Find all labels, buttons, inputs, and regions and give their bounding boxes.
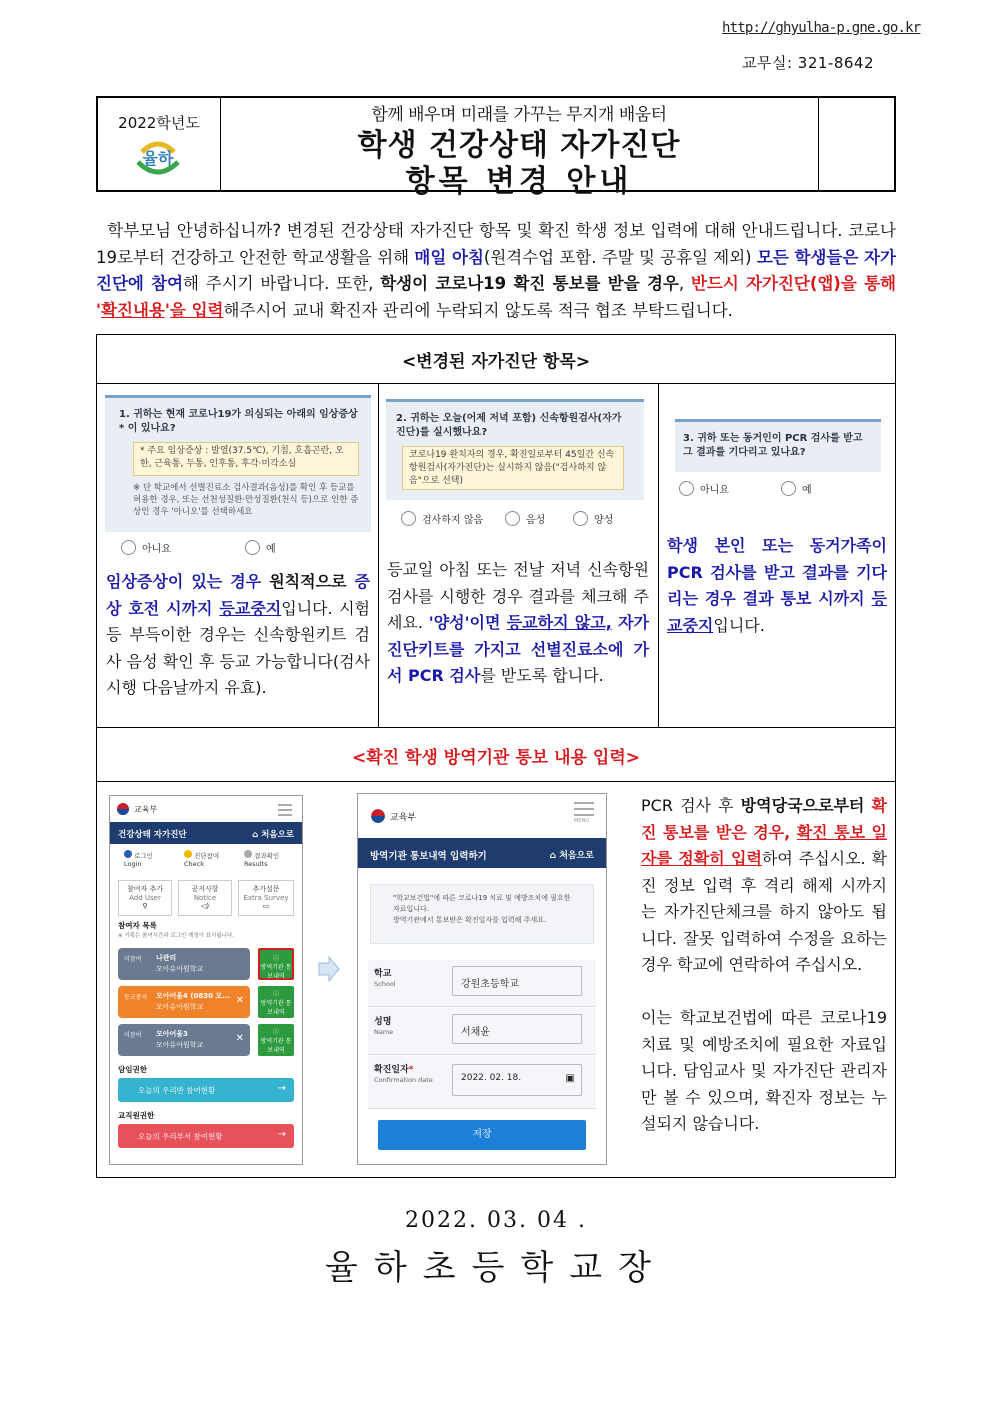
intro-positive-case: 학생이 코로나19 확진 통보를 받을 경우 <box>380 274 679 293</box>
info-notice-2: 방역기관에서 통보받은 확진일자를 입력해 주세요. <box>393 916 547 924</box>
step-login-en: Login <box>124 860 142 868</box>
q3-option-no-label: 아니요 <box>700 485 729 496</box>
arrow-right-icon: → <box>277 1083 286 1094</box>
header-logo-cell <box>98 98 221 190</box>
phone-screen-report-form <box>357 793 607 1165</box>
staff-section-title: 교직원권한 <box>118 1111 155 1120</box>
phone1-navbar <box>110 822 302 844</box>
q2-option-positive[interactable] <box>573 511 613 526</box>
radio-icon <box>121 540 136 555</box>
participant-list-title: 참여자 목록 <box>118 921 157 930</box>
tile-extra-survey[interactable] <box>238 880 294 916</box>
menu-label: MENU <box>574 818 589 824</box>
step-login[interactable] <box>124 850 153 868</box>
info-icon: ⓘ <box>272 955 279 962</box>
header-title-cell <box>220 98 819 199</box>
phone1-topbar <box>110 796 302 823</box>
radio-icon <box>781 481 796 496</box>
q2-option-positive-label: 양성 <box>594 515 614 526</box>
q3-description <box>667 533 887 639</box>
tile-notice-en: Notice <box>193 894 217 902</box>
section2-title: <확진 학생 방역기관 통보 내용 입력> <box>352 748 640 768</box>
step-check-label: 진단참여 <box>194 852 220 860</box>
intro-every-morning: 매일 아침 <box>414 247 484 267</box>
q2-desc-2: '양성'이면 <box>428 613 507 632</box>
q2-description <box>387 557 649 690</box>
q2-option-none[interactable] <box>401 511 483 526</box>
principal-signature: 율하초등학교장 <box>325 1248 667 1288</box>
intro-paragraph <box>96 218 896 324</box>
q2-option-none-label: 검사하지 않음 <box>422 515 484 526</box>
q1-small: ※ 단 학교에서 선별진료소 검사결과(음성)를 확인 후 등교를 허용한 경우, 또는 선천성질환·만성질환(천식 등)으로 인한 증상인 경우 '아니오'를 선택하세요 <box>133 483 359 517</box>
radio-icon <box>505 511 520 526</box>
q1-desc-4: 등교중지 <box>219 598 282 618</box>
office-phone: 교무실: 321-8642 <box>742 54 875 72</box>
school-motto: 함께 배우며 미래를 가꾸는 무지개 배움터 <box>371 105 667 125</box>
q1-option-yes-label: 예 <box>266 544 276 555</box>
report-desc-1: PCR 검사 후 <box>641 796 741 815</box>
name-field-row <box>368 1008 596 1055</box>
survey-icon: ▭ <box>262 902 270 910</box>
close-icon[interactable]: ✕ <box>235 995 244 1006</box>
school-logo-icon <box>132 136 184 182</box>
homeroom-section-title: 담임권한 <box>118 1065 147 1074</box>
ministry-logo-icon <box>116 802 130 816</box>
participant-row[interactable] <box>118 948 250 980</box>
page-subtitle: 항목 변경 안내 <box>405 164 633 199</box>
ministry-logo-icon <box>370 808 386 824</box>
q1-question: 1. 귀하는 현재 코로나19가 의심되는 아래의 임상증상* 이 있나요? <box>119 409 358 434</box>
name-input[interactable]: 서채윤 <box>452 1014 582 1044</box>
q1-desc-1: 임상증상이 있는 경우 <box>106 572 262 591</box>
participant-school: 모아유아원학교 <box>156 1041 204 1049</box>
page-title: 학생 건강상태 자가진단 <box>357 128 681 163</box>
participant-status: 미참여 <box>124 956 142 963</box>
hamburger-line <box>278 814 292 816</box>
hamburger-icon[interactable] <box>278 804 292 806</box>
tile-notice-label: 공지사항 <box>191 885 219 893</box>
report-desc-6: 하여 주십시오. 확진 정보 입력 후 격리 해제 시까지는 자가진단체크를 하지 않아도 됩니다. 잘못 입력하여 수정을 요하는 경우 학교에 연락하여 주십시오. <box>641 849 887 974</box>
q2-option-negative[interactable] <box>505 511 545 526</box>
arrow-right-icon: → <box>277 1129 286 1140</box>
date-input[interactable] <box>452 1064 582 1096</box>
school-year: 2022학년도 <box>118 114 200 132</box>
participant-status: 등교중지 <box>124 994 148 1001</box>
q2-question: 2. 귀하는 오늘(어제 저녁 포함) 신속항원검사(자가진단)를 실시했나요? <box>396 413 622 438</box>
participant-school: 모아유아원학교 <box>156 965 204 973</box>
section1-title: <변경된 자가진단 항목> <box>401 352 591 372</box>
info-notice-1: "학교보건법"에 따른 코로나19 치료 및 예방조치에 필요한 자료입니다. <box>393 894 571 913</box>
report-desc-4: 확진 통보를 받은 경우, <box>641 796 887 842</box>
date-input-value: 2022. 02. 18. <box>461 1073 522 1083</box>
intro-text-4: 해주시어 교내 확진자 관리에 누락되지 않도록 적극 협조 부탁드립니다. <box>223 300 733 320</box>
phone2-navbar <box>358 838 606 868</box>
q3-desc-1: 학생 본인 또는 동거가족이 PCR 검사를 받고 결과를 기다리는 경우 결과 통보 시까지 <box>667 536 887 608</box>
report-button[interactable] <box>258 1024 294 1056</box>
hamburger-icon[interactable] <box>574 802 594 824</box>
intro-confirm-content: 확진내용 <box>101 300 165 320</box>
intro-all-students: 모든 학생들은 자가진단에 참여 <box>96 247 896 293</box>
report-desc-3 <box>864 796 871 815</box>
school-url-link[interactable]: http://ghyulha-p.gne.go.kr <box>722 20 921 36</box>
main-table <box>96 334 896 1178</box>
report-button-label: 방역기관 통보내역 <box>260 964 292 980</box>
participant-name: 모아어울4 (0830 모... <box>156 992 231 1000</box>
step-login-label: 로그인 <box>134 852 153 860</box>
phone1-nav-title: 건강상태 자가진단 <box>118 830 187 840</box>
date-field-label-en: Confirmation date <box>374 1076 433 1084</box>
close-icon[interactable]: ✕ <box>235 1033 244 1044</box>
q1-card <box>105 395 371 532</box>
tile-add-user-en: Add User <box>129 894 161 902</box>
phone2-ministry: 교육부 <box>390 813 417 823</box>
hamburger-line <box>278 809 292 811</box>
radio-icon <box>679 481 694 496</box>
phone2-topbar <box>358 794 606 839</box>
report-desc-7: 이는 학교보건법에 따른 코로나19 치료 및 예방조치에 필요한 자료입니다. 담임교사 및 자가진단 관리자만 볼 수 있으며, 확진자 정보는 누설되지 않습니다. <box>641 1008 887 1133</box>
school-field-label: 학교 <box>374 969 392 979</box>
report-desc-5: 확진 통보 일자를 정확히 입력 <box>641 822 887 868</box>
speaker-icon: ◁) <box>200 902 210 910</box>
q1-desc-2: 원칙적으로 <box>261 572 355 591</box>
participant-name: 모아어울3 <box>156 1030 188 1038</box>
intro-quote: ' <box>164 300 170 320</box>
radio-icon <box>573 511 588 526</box>
participant-status: 미참여 <box>124 1032 142 1039</box>
tile-add-user[interactable] <box>118 880 172 916</box>
q2-note: 코로나19 완치자의 경우, 확진일로부터 45일간 신속항원검사(자가진단)는 실시하지 않음("검사하지 않음"으로 선택) <box>402 446 624 490</box>
name-field-label: 성명 <box>374 1017 392 1027</box>
school-input[interactable]: 강원초등학교 <box>452 966 582 996</box>
intro-text-1: 학부모님 안녕하십니까? 변경된 건강상태 자가진단 항목 및 확진 학생 정보 입력에 대해 안내드립니다. 코로나19로부터 건강하고 안전한 학교생활을 위해 <box>96 221 896 267</box>
intro-text-2: (원격수업 포함. 주말 및 공휴일 제외) <box>483 247 757 267</box>
date-field-label: 확진일자 <box>374 1065 409 1075</box>
header-box <box>96 96 896 199</box>
q3-card <box>675 419 881 472</box>
dept-status-label: 오늘의 우리부서 참여현황 <box>138 1132 223 1141</box>
tile-extra-survey-label: 추가설문 <box>252 885 280 893</box>
q3-desc-2: 등교중지 <box>667 589 887 635</box>
q3-option-yes-label: 예 <box>802 485 812 496</box>
step-results-label: 결과확인 <box>254 852 280 860</box>
participant-row[interactable] <box>118 1024 250 1056</box>
report-button-label: 방역기관 통보내역 <box>260 1038 292 1054</box>
intro-must-enter: 반드시 자가진단(앱)을 통해 ' <box>96 274 896 320</box>
class-status-bar[interactable] <box>118 1078 294 1102</box>
phone1-home-link[interactable]: ⌂ 처음으로 <box>252 830 294 840</box>
q1-desc-3: 증상 호전 시까지 <box>106 572 371 618</box>
q1-option-yes[interactable] <box>245 540 276 555</box>
name-field-label-en: Name <box>374 1028 394 1036</box>
radio-icon <box>245 540 260 555</box>
calendar-icon[interactable]: ▣ <box>565 1073 575 1084</box>
q2-desc-4: 자가진단키트를 가지고 선별진료소에 가서 PCR 검사 <box>387 613 649 685</box>
q2-desc-3: 등교하지 않고, <box>506 613 612 632</box>
save-button[interactable]: 저장 <box>378 1120 586 1150</box>
step-check-en: Check <box>184 860 204 868</box>
q2-option-negative-label: 음성 <box>526 515 546 526</box>
q1-description <box>106 569 370 702</box>
q1-note: * 주요 임상증상 : 발열(37.5℃), 기침, 호흡곤란, 오한, 근육통, 두통, 인후통, 후각·미각소실 <box>133 442 359 476</box>
participant-name: 나관리 <box>156 954 177 962</box>
info-notice-box <box>370 884 594 944</box>
report-desc-2: 방역당국으로부터 <box>740 796 865 815</box>
arrow-right-icon <box>317 955 341 983</box>
participant-school: 모아유아원학교 <box>156 1003 204 1011</box>
school-field-label-en: School <box>374 980 396 988</box>
step-check[interactable] <box>184 850 219 868</box>
q1-option-no-label: 아니요 <box>142 544 171 555</box>
phone-screen-main <box>109 795 303 1165</box>
participant-list-note: ※ 기획는 참여시간과 로그인 계정이 표시됩니다. <box>118 933 235 939</box>
intro-enter: 을 입력 <box>169 300 224 320</box>
q3-option-yes[interactable] <box>781 481 812 496</box>
tile-add-user-label: 참여자 추가 <box>126 885 164 893</box>
tile-extra-survey-en: Extra Survey <box>243 894 289 902</box>
info-icon: ⓘ <box>272 1029 279 1036</box>
q1-option-no[interactable] <box>121 540 171 555</box>
radio-icon <box>401 511 416 526</box>
user-icon: ⚲ <box>142 902 148 910</box>
report-button-label: 방역기관 통보내역 <box>260 1000 292 1016</box>
phone1-steps <box>110 848 302 874</box>
report-button[interactable] <box>258 986 294 1018</box>
dept-status-bar[interactable] <box>118 1124 294 1148</box>
q3-option-no[interactable] <box>679 481 729 496</box>
q2-card <box>386 399 644 500</box>
q2-desc-1: 등교일 아침 또는 전날 저녁 신속항원검사를 시행한 경우 결과를 체크해 주세요. <box>387 560 649 632</box>
class-status-label: 오늘의 우리반 참여현황 <box>138 1086 216 1095</box>
phone1-ministry: 교육부 <box>134 805 158 814</box>
tile-notice[interactable] <box>178 880 232 916</box>
step-results-en: Results <box>244 860 268 868</box>
date-field-row: 확진일자* Confirmation date 2022. 02. 18. ▣ <box>368 1056 596 1109</box>
report-button-highlighted[interactable] <box>258 948 294 980</box>
participant-row[interactable] <box>118 986 250 1018</box>
intro-text-3: 해 주시기 바랍니다. 또한, <box>183 274 381 293</box>
report-description <box>641 793 887 1138</box>
school-field-row <box>368 960 596 1007</box>
intro-comma: , <box>678 274 691 293</box>
phone2-nav-title: 방역기관 통보내역 입력하기 <box>370 851 487 862</box>
logo-text: 율하 <box>142 149 174 168</box>
phone2-home-link[interactable]: ⌂ 처음으로 <box>549 851 594 861</box>
q3-desc-3: 입니다. <box>713 615 765 635</box>
document-date: 2022. 03. 04 . <box>405 1208 587 1233</box>
header-contact-cell <box>818 98 894 190</box>
info-icon: ⓘ <box>272 991 279 998</box>
q1-desc-5: 입니다. 시험 등 부득이한 경우는 신속항원키트 검사 음성 확인 후 등교 가능합니다(검사 시행 다음날까지 유효). <box>106 598 371 697</box>
phone1-home-label: 처음으로 <box>261 830 294 840</box>
q2-desc-5: 를 받도록 합니다. <box>480 666 604 685</box>
phone2-home-label: 처음으로 <box>559 851 594 861</box>
q3-question: 3. 귀하 또는 동거인이 PCR 검사를 받고 그 결과를 기다리고 있나요? <box>683 433 863 458</box>
step-results[interactable] <box>244 850 279 868</box>
